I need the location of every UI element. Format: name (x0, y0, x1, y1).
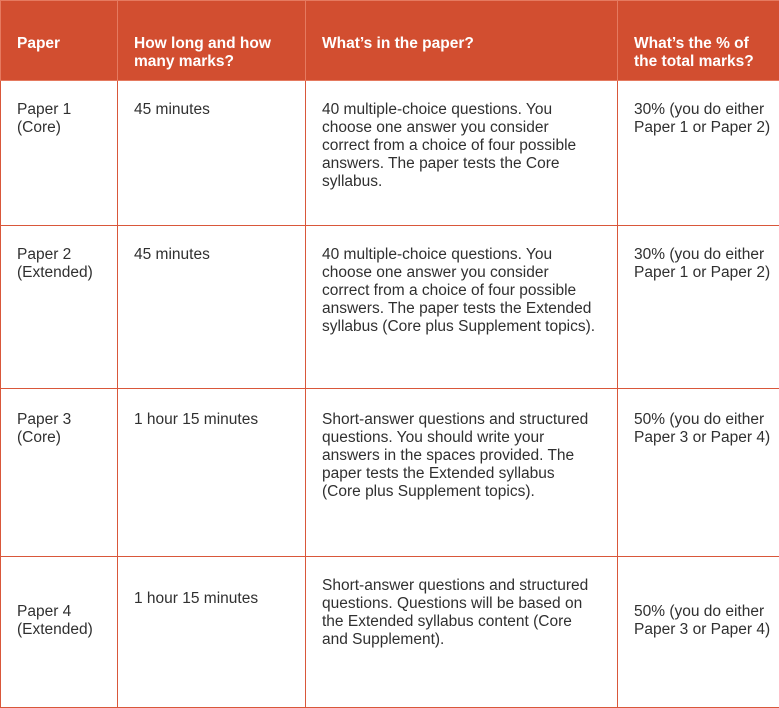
cell-duration (118, 389, 306, 557)
paper-line: (Core) (17, 119, 107, 137)
content-line: correct from a choice of four possible (322, 137, 607, 155)
content-line: questions. You should write your (322, 429, 607, 447)
paper-line: Paper 3 (17, 411, 107, 429)
header-paper-line: Paper (17, 35, 107, 53)
percent-line: Paper 3 or Paper 4) (634, 429, 769, 447)
percent-line: 30% (you do either (634, 246, 769, 264)
header-content-line: What’s in the paper? (322, 35, 607, 53)
paper-line: Paper 2 (17, 246, 107, 264)
table-header (1, 1, 779, 81)
table-body (1, 81, 779, 708)
header-duration (118, 1, 306, 81)
cell-content (306, 389, 618, 557)
content-line: answers. The paper tests the Extended (322, 300, 607, 318)
cell-percent (618, 389, 779, 557)
cell-percent (618, 226, 779, 389)
paper-line: (Extended) (17, 264, 107, 282)
percent-line: Paper 1 or Paper 2) (634, 264, 769, 282)
table-row (1, 226, 779, 389)
cell-paper (1, 557, 118, 708)
content-line: (Core plus Supplement topics). (322, 483, 607, 501)
content-line: 40 multiple-choice questions. You (322, 101, 607, 119)
cell-content (306, 81, 618, 226)
cell-duration (118, 557, 306, 708)
paper-line: (Extended) (17, 621, 107, 639)
table-row (1, 81, 779, 226)
cell-duration (118, 81, 306, 226)
duration-line: 1 hour 15 minutes (134, 411, 295, 429)
cell-duration (118, 226, 306, 389)
cell-paper (1, 389, 118, 557)
cell-content (306, 226, 618, 389)
header-percent (618, 1, 779, 81)
table-row (1, 557, 779, 708)
duration-line: 45 minutes (134, 101, 295, 119)
percent-line: 30% (you do either (634, 101, 769, 119)
header-duration-line: How long and how (134, 35, 295, 53)
header-percent-line: What’s the % of (634, 35, 769, 53)
content-line: Short-answer questions and structured (322, 411, 607, 429)
content-line: questions. Questions will be based on (322, 595, 607, 613)
duration-line: 1 hour 15 minutes (134, 590, 295, 608)
content-line: the Extended syllabus content (Core (322, 613, 607, 631)
header-paper (1, 1, 118, 81)
content-line: syllabus (Core plus Supplement topics). (322, 318, 607, 336)
content-line: syllabus. (322, 173, 607, 191)
paper-line: Paper 4 (17, 603, 107, 621)
table-row (1, 389, 779, 557)
percent-line: Paper 1 or Paper 2) (634, 119, 769, 137)
duration-line: 45 minutes (134, 246, 295, 264)
content-line: and Supplement). (322, 631, 607, 649)
content-line: correct from a choice of four possible (322, 282, 607, 300)
cell-percent (618, 81, 779, 226)
header-row (1, 1, 779, 81)
header-duration-line: many marks? (134, 53, 295, 71)
paper-line: Paper 1 (17, 101, 107, 119)
header-content (306, 1, 618, 81)
cell-content (306, 557, 618, 708)
content-line: choose one answer you consider (322, 119, 607, 137)
content-line: choose one answer you consider (322, 264, 607, 282)
percent-line: 50% (you do either (634, 603, 769, 621)
content-line: 40 multiple-choice questions. You (322, 246, 607, 264)
cell-percent (618, 557, 779, 708)
content-line: Short-answer questions and structured (322, 577, 607, 595)
content-line: paper tests the Extended syllabus (322, 465, 607, 483)
percent-line: Paper 3 or Paper 4) (634, 621, 769, 639)
content-line: answers in the spaces provided. The (322, 447, 607, 465)
content-line: answers. The paper tests the Core (322, 155, 607, 173)
header-percent-line: the total marks? (634, 53, 769, 71)
cell-paper (1, 226, 118, 389)
percent-line: 50% (you do either (634, 411, 769, 429)
cell-paper (1, 81, 118, 226)
paper-line: (Core) (17, 429, 107, 447)
